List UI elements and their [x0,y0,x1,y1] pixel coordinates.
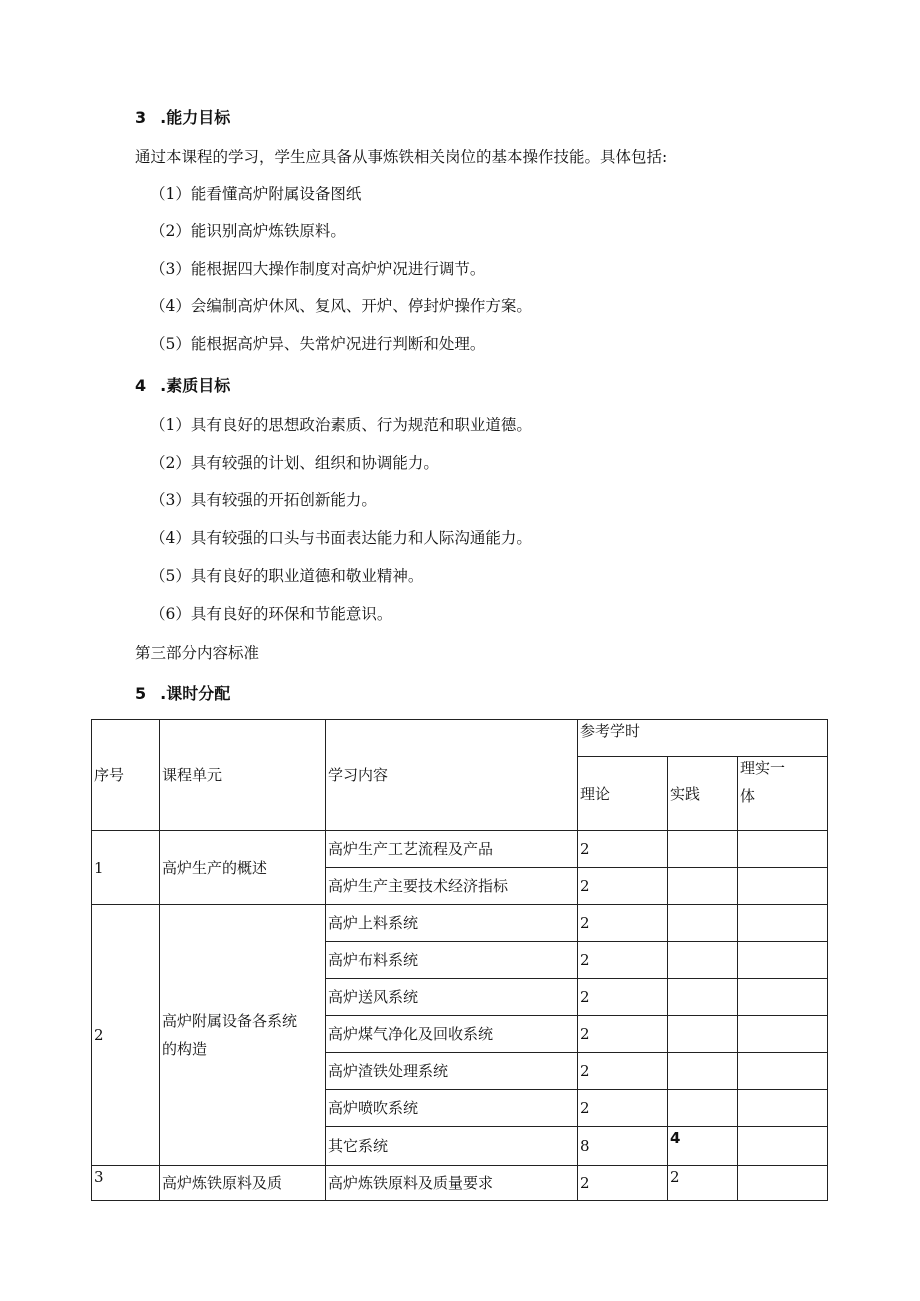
header-theory: 理论 [578,757,668,831]
section-heading-quality [135,376,230,396]
cell-integrated [738,868,828,905]
table-row [92,905,828,942]
cell-theory: 2 [578,1016,668,1053]
cell-unit-line-1: 高炉附属设备各系统 [162,1012,298,1030]
ability-item-3: （3）能根据四大操作制度对高炉炉况进行调节。 [150,260,486,278]
cell-practice [668,868,738,905]
cell-theory: 2 [578,1090,668,1127]
cell-unit-line-2: 的构造 [162,1040,208,1058]
cell-seq: 2 [92,905,160,1166]
cell-content: 高炉布料系统 [326,942,578,979]
ability-intro: 通过本课程的学习，学生应具备从事炼铁相关岗位的基本操作技能。具体包括: [135,148,668,166]
cell-theory: 2 [578,868,668,905]
cell-practice [668,905,738,942]
header-ref-hours: 参考学时 [578,720,828,757]
cell-unit: 高炉生产的概述 [160,831,326,905]
cell-content: 高炉上料系统 [326,905,578,942]
cell-theory: 2 [578,905,668,942]
cell-theory: 2 [578,831,668,868]
cell-practice: 2 [668,1166,738,1201]
cell-practice [668,1016,738,1053]
section-title: .素质目标 [160,376,231,395]
cell-integrated [738,1166,828,1201]
cell-practice [668,1053,738,1090]
cell-practice [668,831,738,868]
section-title: .课时分配 [160,684,231,703]
table-row [92,1166,828,1201]
quality-item-4: （4）具有较强的口头与书面表达能力和人际沟通能力。 [150,529,532,547]
cell-seq: 1 [92,831,160,905]
cell-practice: 4 [668,1127,738,1166]
cell-content: 高炉生产主要技术经济指标 [326,868,578,905]
cell-integrated [738,905,828,942]
quality-item-3: （3）具有较强的开拓创新能力。 [150,491,377,509]
cell-content: 高炉炼铁原料及质量要求 [326,1166,578,1201]
section-number: 5 [135,684,147,703]
part-three-title: 第三部分内容标准 [135,644,260,662]
cell-content: 其它系统 [326,1127,578,1166]
table-header-row [92,720,828,757]
section-number: 4 [135,376,147,395]
cell-theory: 2 [578,942,668,979]
hours-allocation-table [91,719,828,1201]
quality-item-2: （2）具有较强的计划、组织和协调能力。 [150,454,439,472]
header-content: 学习内容 [326,720,578,831]
header-unit: 课程单元 [160,720,326,831]
section-number: 3 [135,108,147,127]
cell-integrated [738,942,828,979]
table-row [92,831,828,868]
ability-item-2: （2）能识别高炉炼铁原料。 [150,222,346,240]
cell-content: 高炉送风系统 [326,979,578,1016]
cell-integrated [738,1016,828,1053]
cell-practice [668,979,738,1016]
cell-theory: 8 [578,1127,668,1166]
header-seq: 序号 [92,720,160,831]
cell-practice [668,1090,738,1127]
cell-theory: 2 [578,1053,668,1090]
cell-unit: 高炉炼铁原料及质 [160,1166,326,1201]
ability-item-1: （1）能看懂高炉附属设备图纸 [150,185,362,203]
cell-unit [160,905,326,1166]
header-integrated-line-2: 体 [740,787,756,805]
section-heading-ability [135,108,230,128]
cell-integrated [738,979,828,1016]
cell-integrated [738,1053,828,1090]
cell-content: 高炉喷吹系统 [326,1090,578,1127]
ability-item-5: （5）能根据高炉异、失常炉况进行判断和处理。 [150,335,486,353]
cell-content: 高炉煤气净化及回收系统 [326,1016,578,1053]
cell-integrated [738,1090,828,1127]
ability-item-4: （4）会编制高炉休风、复风、开炉、停封炉操作方案。 [150,297,532,315]
quality-item-1: （1）具有良好的思想政治素质、行为规范和职业道德。 [150,416,532,434]
header-integrated-line-1: 理实一 [740,759,786,777]
quality-item-6: （6）具有良好的环保和节能意识。 [150,605,393,623]
header-integrated [738,757,828,831]
cell-integrated [738,1127,828,1166]
cell-integrated [738,831,828,868]
quality-item-5: （5）具有良好的职业道德和敬业精神。 [150,567,424,585]
cell-practice [668,942,738,979]
header-practice: 实践 [668,757,738,831]
cell-seq: 3 [92,1166,160,1201]
cell-theory: 2 [578,1166,668,1201]
cell-content: 高炉生产工艺流程及产品 [326,831,578,868]
section-title: .能力目标 [160,108,231,127]
cell-content: 高炉渣铁处理系统 [326,1053,578,1090]
cell-theory: 2 [578,979,668,1016]
section-heading-hours [135,684,230,704]
